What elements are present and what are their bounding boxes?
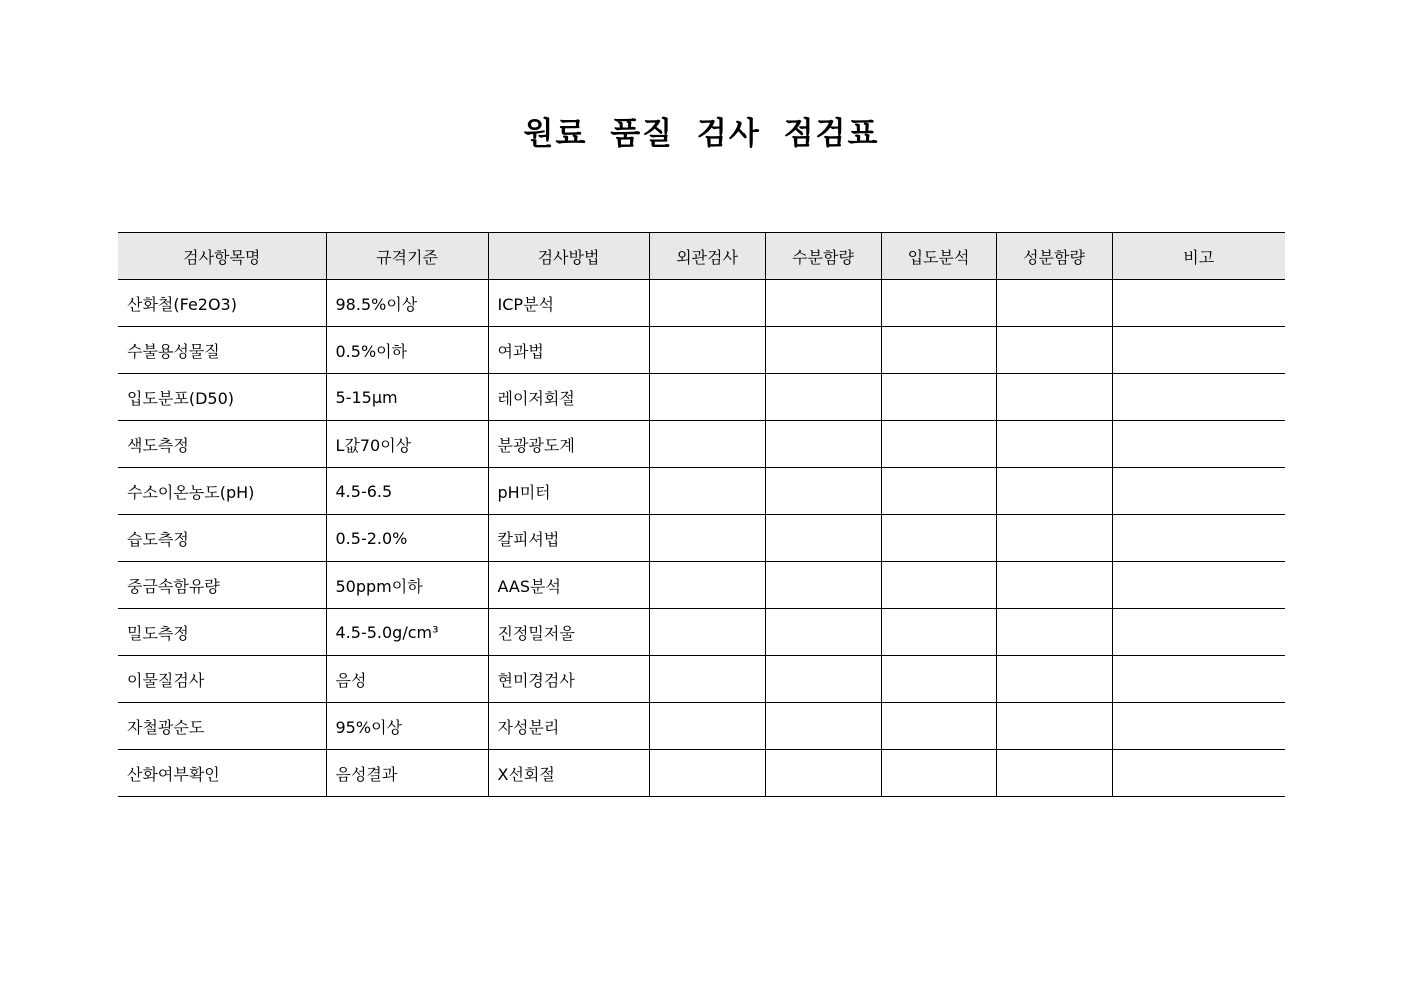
item-name-cell: 중금속함유량 xyxy=(118,562,326,609)
moisture-check-cell[interactable] xyxy=(765,562,881,609)
header-particle-size: 입도분석 xyxy=(881,233,996,280)
header-standard: 규격기준 xyxy=(326,233,488,280)
header-composition: 성분함량 xyxy=(996,233,1112,280)
method-cell[interactable]: 레이저회절 xyxy=(488,374,649,421)
item-name-cell: 밀도측정 xyxy=(118,609,326,656)
composition-check-cell[interactable] xyxy=(996,562,1112,609)
composition-check-cell[interactable] xyxy=(996,656,1112,703)
table-row xyxy=(118,280,1285,327)
particle-check-cell[interactable] xyxy=(881,656,996,703)
item-name-cell: 이물질검사 xyxy=(118,656,326,703)
appearance-check-cell[interactable] xyxy=(649,515,765,562)
standard-cell: 음성결과 xyxy=(326,750,488,797)
appearance-check-cell[interactable] xyxy=(649,656,765,703)
item-name-cell: 색도측정 xyxy=(118,421,326,468)
method-cell[interactable]: 현미경검사 xyxy=(488,656,649,703)
inspection-table xyxy=(118,232,1285,797)
table-row xyxy=(118,609,1285,656)
appearance-check-cell[interactable] xyxy=(649,703,765,750)
particle-check-cell[interactable] xyxy=(881,609,996,656)
standard-cell: L값70이상 xyxy=(326,421,488,468)
composition-check-cell[interactable] xyxy=(996,515,1112,562)
remarks-cell[interactable] xyxy=(1112,374,1285,421)
standard-cell: 98.5%이상 xyxy=(326,280,488,327)
method-cell[interactable]: 진정밀저울 xyxy=(488,609,649,656)
appearance-check-cell[interactable] xyxy=(649,280,765,327)
appearance-check-cell[interactable] xyxy=(649,468,765,515)
moisture-check-cell[interactable] xyxy=(765,374,881,421)
method-cell[interactable]: X선회절 xyxy=(488,750,649,797)
standard-cell: 50ppm이하 xyxy=(326,562,488,609)
appearance-check-cell[interactable] xyxy=(649,421,765,468)
moisture-check-cell[interactable] xyxy=(765,421,881,468)
appearance-check-cell[interactable] xyxy=(649,750,765,797)
appearance-check-cell[interactable] xyxy=(649,562,765,609)
table-row xyxy=(118,656,1285,703)
composition-check-cell[interactable] xyxy=(996,421,1112,468)
remarks-cell[interactable] xyxy=(1112,562,1285,609)
table-row xyxy=(118,515,1285,562)
item-name-cell: 자철광순도 xyxy=(118,703,326,750)
appearance-check-cell[interactable] xyxy=(649,327,765,374)
remarks-cell[interactable] xyxy=(1112,656,1285,703)
particle-check-cell[interactable] xyxy=(881,374,996,421)
moisture-check-cell[interactable] xyxy=(765,750,881,797)
header-remarks: 비고 xyxy=(1112,233,1285,280)
method-cell[interactable]: pH미터 xyxy=(488,468,649,515)
composition-check-cell[interactable] xyxy=(996,703,1112,750)
table-row xyxy=(118,750,1285,797)
particle-check-cell[interactable] xyxy=(881,562,996,609)
remarks-cell[interactable] xyxy=(1112,468,1285,515)
method-cell[interactable]: 여과법 xyxy=(488,327,649,374)
particle-check-cell[interactable] xyxy=(881,327,996,374)
header-moisture: 수분함량 xyxy=(765,233,881,280)
particle-check-cell[interactable] xyxy=(881,468,996,515)
table-row xyxy=(118,703,1285,750)
particle-check-cell[interactable] xyxy=(881,515,996,562)
remarks-cell[interactable] xyxy=(1112,280,1285,327)
moisture-check-cell[interactable] xyxy=(765,327,881,374)
header-row xyxy=(118,233,1285,280)
table-row xyxy=(118,562,1285,609)
composition-check-cell[interactable] xyxy=(996,327,1112,374)
standard-cell: 4.5-5.0g/cm³ xyxy=(326,609,488,656)
header-method: 검사방법 xyxy=(488,233,649,280)
page-title: 원료 품질 검사 점검표 xyxy=(523,116,880,152)
table-row xyxy=(118,327,1285,374)
method-cell[interactable]: 칼피셔법 xyxy=(488,515,649,562)
method-cell[interactable]: AAS분석 xyxy=(488,562,649,609)
moisture-check-cell[interactable] xyxy=(765,468,881,515)
moisture-check-cell[interactable] xyxy=(765,515,881,562)
item-name-cell: 수소이온농도(pH) xyxy=(118,468,326,515)
remarks-cell[interactable] xyxy=(1112,421,1285,468)
standard-cell: 4.5-6.5 xyxy=(326,468,488,515)
remarks-cell[interactable] xyxy=(1112,515,1285,562)
method-cell[interactable]: 자성분리 xyxy=(488,703,649,750)
header-appearance: 외관검사 xyxy=(649,233,765,280)
table-row xyxy=(118,421,1285,468)
moisture-check-cell[interactable] xyxy=(765,656,881,703)
remarks-cell[interactable] xyxy=(1112,703,1285,750)
composition-check-cell[interactable] xyxy=(996,750,1112,797)
moisture-check-cell[interactable] xyxy=(765,280,881,327)
remarks-cell[interactable] xyxy=(1112,609,1285,656)
composition-check-cell[interactable] xyxy=(996,374,1112,421)
particle-check-cell[interactable] xyxy=(881,703,996,750)
composition-check-cell[interactable] xyxy=(996,609,1112,656)
method-cell[interactable]: ICP분석 xyxy=(488,280,649,327)
item-name-cell: 입도분포(D50) xyxy=(118,374,326,421)
standard-cell: 0.5%이하 xyxy=(326,327,488,374)
composition-check-cell[interactable] xyxy=(996,468,1112,515)
remarks-cell[interactable] xyxy=(1112,327,1285,374)
standard-cell: 5-15μm xyxy=(326,374,488,421)
appearance-check-cell[interactable] xyxy=(649,609,765,656)
item-name-cell: 수불용성물질 xyxy=(118,327,326,374)
item-name-cell: 산화철(Fe2O3) xyxy=(118,280,326,327)
item-name-cell: 습도측정 xyxy=(118,515,326,562)
table-row xyxy=(118,468,1285,515)
moisture-check-cell[interactable] xyxy=(765,703,881,750)
remarks-cell[interactable] xyxy=(1112,750,1285,797)
method-cell[interactable]: 분광광도계 xyxy=(488,421,649,468)
table-row xyxy=(118,374,1285,421)
standard-cell: 0.5-2.0% xyxy=(326,515,488,562)
particle-check-cell[interactable] xyxy=(881,280,996,327)
composition-check-cell[interactable] xyxy=(996,280,1112,327)
header-item-name: 검사항목명 xyxy=(118,233,326,280)
particle-check-cell[interactable] xyxy=(881,421,996,468)
particle-check-cell[interactable] xyxy=(881,750,996,797)
standard-cell: 음성 xyxy=(326,656,488,703)
item-name-cell: 산화여부확인 xyxy=(118,750,326,797)
standard-cell: 95%이상 xyxy=(326,703,488,750)
moisture-check-cell[interactable] xyxy=(765,609,881,656)
appearance-check-cell[interactable] xyxy=(649,374,765,421)
